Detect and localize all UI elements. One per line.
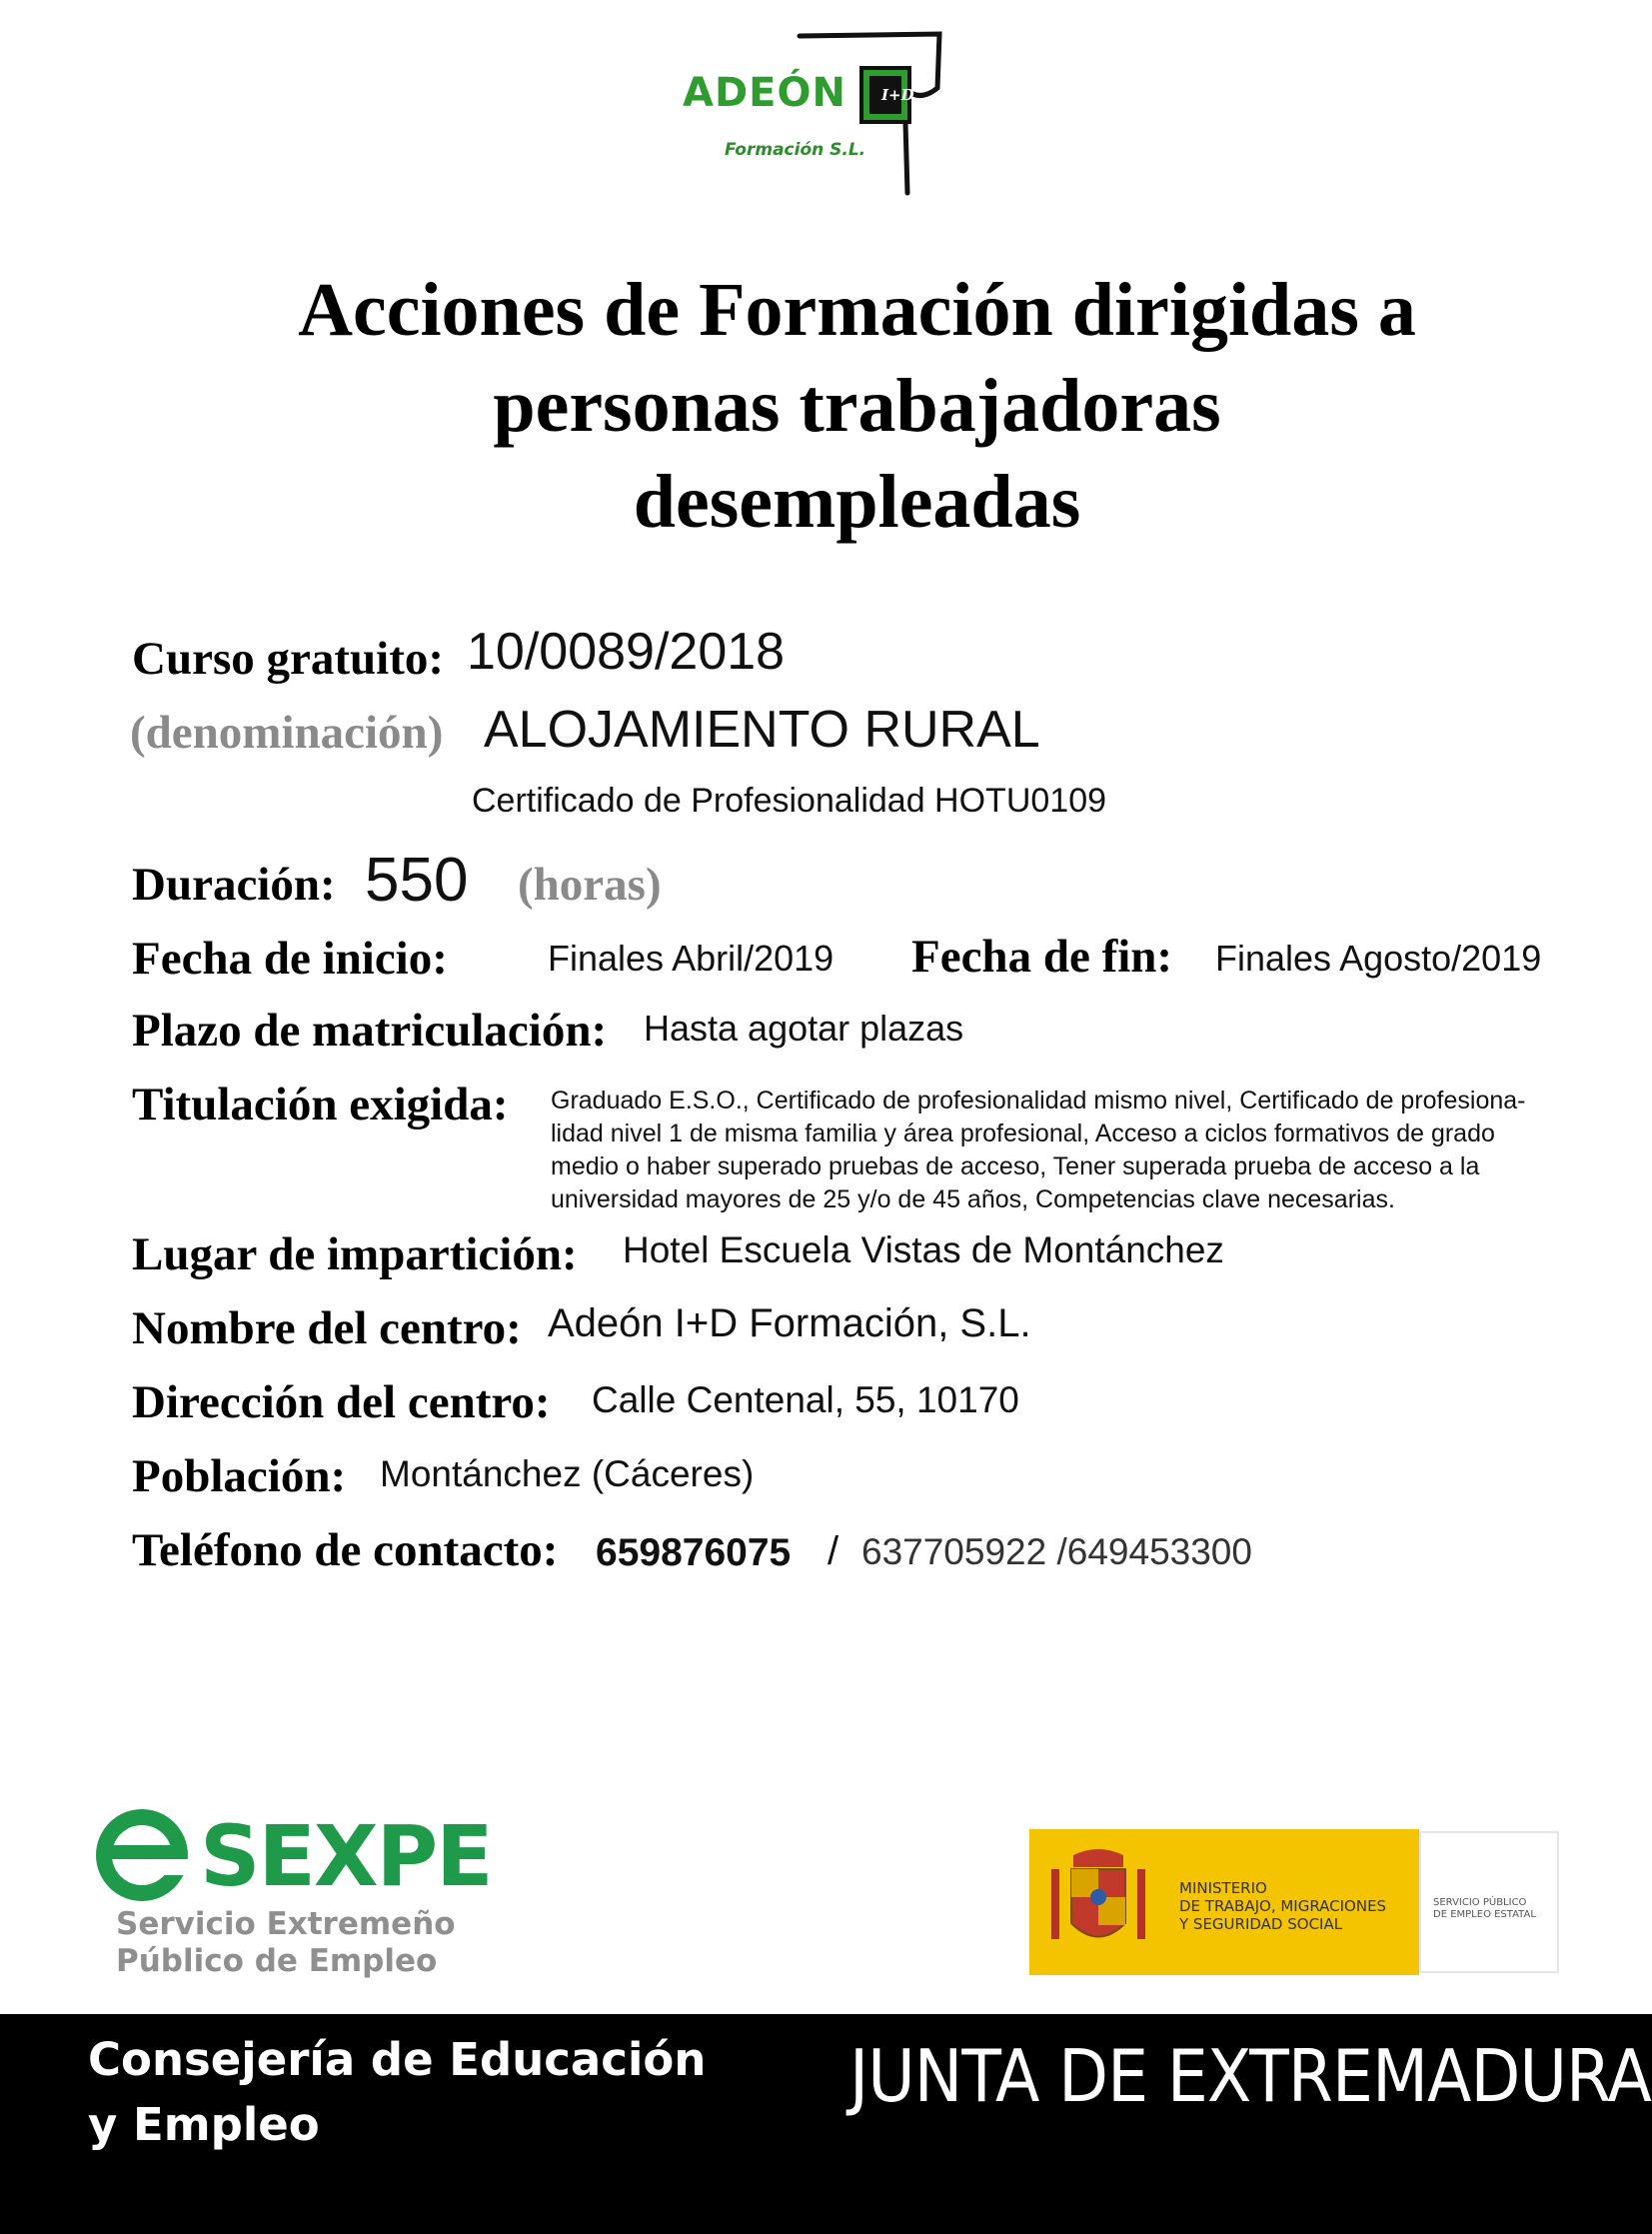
- titulacion-line: universidad mayores de 25 y/o de 45 años, Competencias clave necesarias.: [551, 1185, 1395, 1213]
- titulacion-line: medio o haber superado pruebas de acceso, Tener superada prueba de acceso a la: [551, 1152, 1480, 1180]
- telefono-value-2: 637705922 /649453300: [861, 1531, 1252, 1572]
- ministerio-line-3: Y SEGURIDAD SOCIAL: [1179, 1915, 1343, 1933]
- direccion-value: Calle Centenal, 55, 10170: [592, 1379, 1019, 1420]
- consejeria-text: [88, 2027, 706, 2157]
- junta-logo-text: JUNTA DE EXTREMADURA: [849, 2034, 1651, 2118]
- sexpe-name: SEXPE: [200, 1807, 492, 1905]
- page-title: [0, 262, 1652, 550]
- plazo-value: Hasta agotar plazas: [644, 1008, 964, 1049]
- titulacion-line: lidad nivel 1 de misma familia y área profesional, Acceso a ciclos formativos de grado: [551, 1119, 1495, 1147]
- curso-value: 10/0089/2018: [467, 623, 786, 681]
- titulacion-line: Graduado E.S.O., Certificado de profesionalidad mismo nivel, Certificado de profesiona-: [551, 1087, 1526, 1115]
- lugar-label: Lugar de impartición:: [132, 1228, 578, 1280]
- ministerio-line-2: DE TRABAJO, MIGRACIONES: [1179, 1897, 1387, 1915]
- direccion-label: Dirección del centro:: [132, 1376, 551, 1428]
- duracion-label: Duración:: [132, 859, 336, 911]
- sepe-text: [1433, 1897, 1536, 1921]
- consejeria-line-1: Consejería de Educación: [88, 2033, 707, 2086]
- telefono-label: Teléfono de contacto:: [132, 1524, 559, 1576]
- fin-label: Fecha de fin:: [911, 931, 1173, 983]
- consejeria-line-2: y Empleo: [88, 2098, 320, 2151]
- telefono-value-1: 659876075: [596, 1531, 792, 1574]
- ministerio-line-1: MINISTERIO: [1179, 1879, 1267, 1897]
- sepe-line-2: DE EMPLEO ESTATAL: [1433, 1909, 1536, 1920]
- adeon-brand: ADEÓN: [683, 70, 846, 116]
- adeon-badge: I+D: [881, 86, 914, 104]
- sexpe-subtitle-2: Público de Empleo: [116, 1943, 438, 1979]
- sepe-line-1: SERVICIO PÚBLICO: [1433, 1897, 1527, 1908]
- adeon-subtitle: Formación S.L.: [725, 140, 866, 160]
- curso-label: Curso gratuito:: [132, 633, 444, 685]
- inicio-value: Finales Abril/2019: [548, 938, 834, 979]
- lugar-value: Hotel Escuela Vistas de Montánchez: [623, 1229, 1224, 1270]
- poblacion-label: Población:: [132, 1450, 347, 1502]
- plazo-label: Plazo de matriculación:: [132, 1005, 608, 1057]
- coat-of-arms-icon: [1043, 1845, 1153, 1960]
- certificado-text: Certificado de Profesionalidad HOTU0109: [472, 782, 1107, 820]
- duracion-value: 550: [365, 846, 469, 915]
- poblacion-value: Montánchez (Cáceres): [380, 1453, 755, 1494]
- telefono-separator: /: [827, 1529, 839, 1573]
- centro-label: Nombre del centro:: [132, 1302, 522, 1354]
- title-line-1: Acciones de Formación dirigidas a: [298, 268, 1416, 352]
- denominacion-value: ALOJAMIENTO RURAL: [484, 701, 1040, 759]
- title-line-2: personas trabajadoras: [493, 364, 1221, 448]
- titulacion-label: Titulación exigida:: [132, 1079, 509, 1130]
- inicio-label: Fecha de inicio:: [132, 933, 448, 985]
- centro-value: Adeón I+D Formación, S.L.: [548, 1301, 1031, 1345]
- title-line-3: desempleadas: [633, 460, 1081, 544]
- duracion-unit: (horas): [518, 859, 662, 911]
- fin-value: Finales Agosto/2019: [1215, 938, 1542, 979]
- ministerio-text: [1179, 1879, 1386, 1933]
- titulacion-text: [551, 1085, 1650, 1216]
- sexpe-subtitle-1: Servicio Extremeño: [116, 1906, 456, 1942]
- denominacion-label: (denominación): [130, 707, 444, 759]
